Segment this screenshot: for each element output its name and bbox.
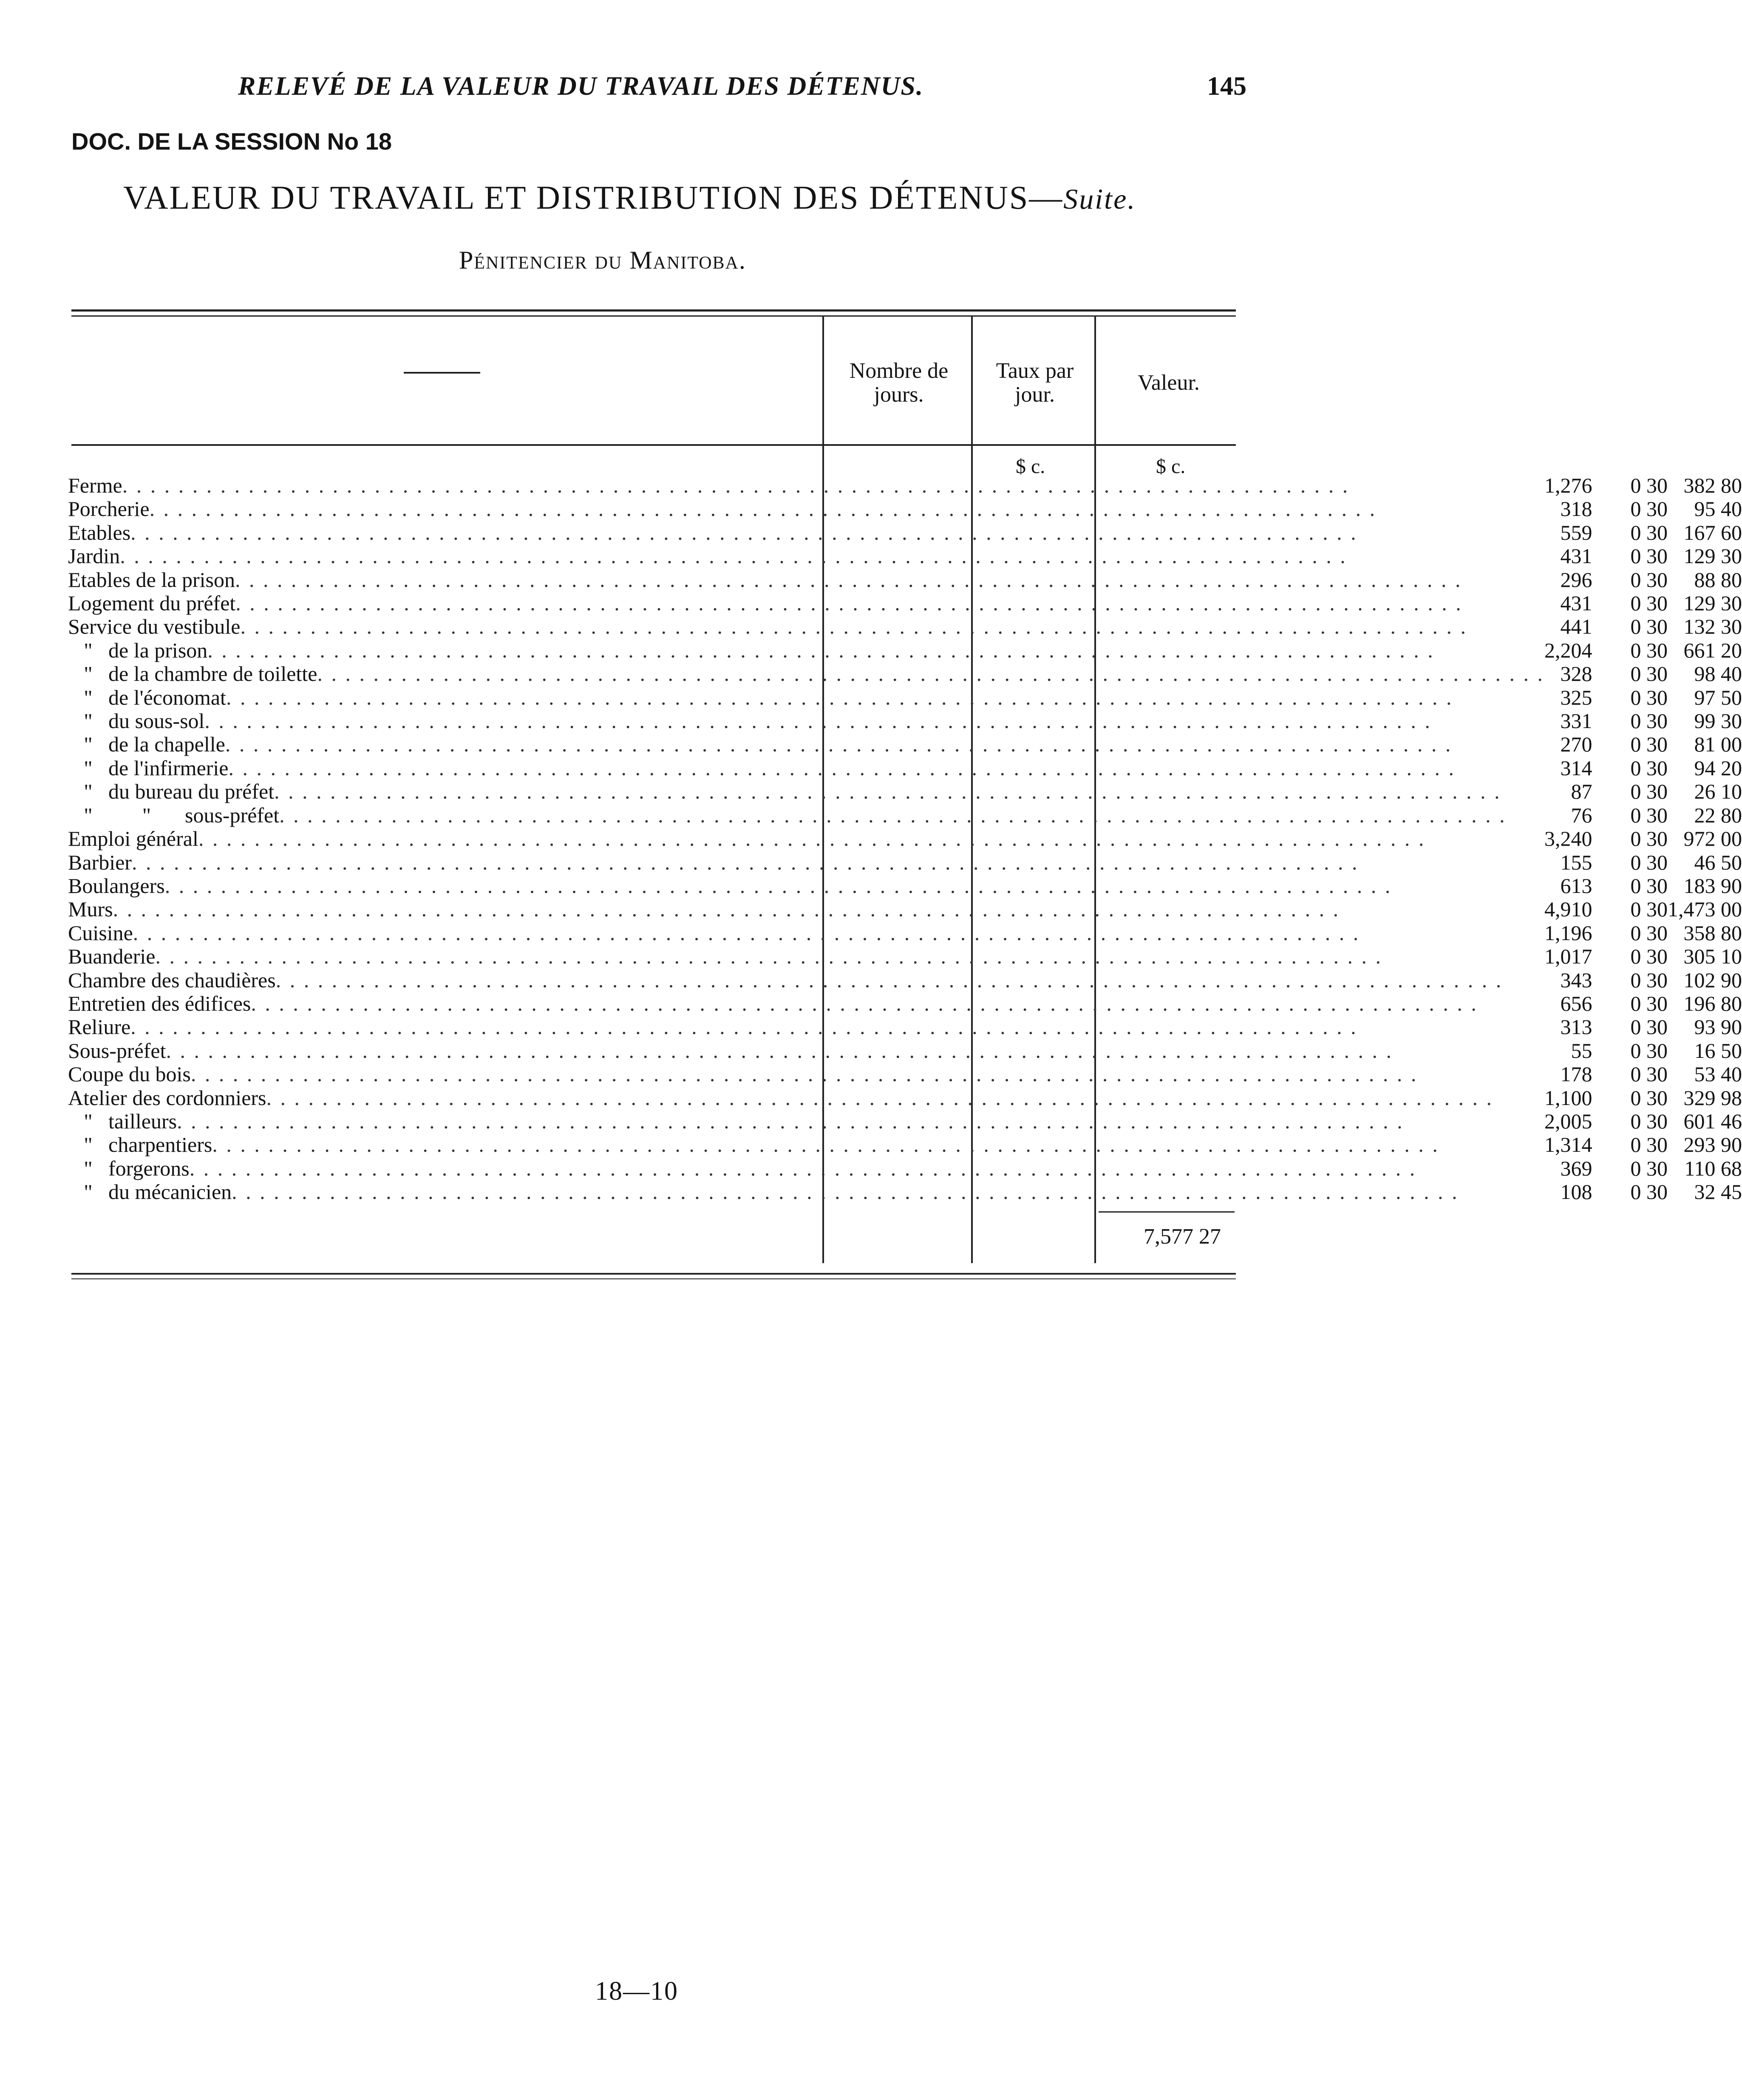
table-row [68,639,1742,662]
row-value: 32 45 [1694,1180,1742,1204]
row-label: Reliure [68,1015,131,1039]
row-value: 329 98 [1683,1085,1742,1110]
row-rate: 0 30 [1630,1085,1668,1110]
leader-dots [276,969,1544,992]
row-label: Etables [68,520,131,544]
leader-dots [235,592,1544,615]
row-rate: 0 30 [1630,779,1668,804]
row-label-cell [68,1039,1544,1063]
row-value: 94 20 [1694,756,1742,780]
row-label-cell [68,662,1544,686]
ditto-mark: " [84,756,93,780]
labour-table-body [68,474,1742,1204]
leader-dots [191,1063,1544,1086]
row-label-cell [68,921,1544,945]
row-days: 325 [1560,685,1592,709]
leader-dots [133,921,1544,945]
table-row [68,1039,1742,1063]
row-label: Jardin [68,544,120,568]
row-days: 2,005 [1544,1109,1592,1133]
ditto-mark-2: " [142,803,151,827]
table-top-rule-thin [71,315,1236,317]
row-label: Coupe du bois [68,1062,191,1086]
column-header-days: Nombre de jours. [849,359,949,407]
row-days: 1,314 [1544,1133,1592,1157]
table-row [68,992,1742,1015]
row-days: 313 [1560,1015,1592,1039]
row-label: de l'économat [108,685,226,709]
table-bottom-rule [71,1273,1236,1275]
page-subtitle: Pénitencier du Manitoba. [459,246,746,274]
row-rate: 0 30 [1630,615,1668,639]
row-days: 87 [1571,779,1592,804]
row-label-cell [68,851,1544,874]
row-value: 46 50 [1694,850,1742,874]
leader-dots [204,709,1544,733]
table-row [68,757,1742,780]
row-days: 431 [1560,591,1592,615]
row-label: du sous-sol [108,709,205,733]
leader-dots [240,615,1544,638]
ditto-mark: " [84,1133,93,1157]
row-label-cell [68,1133,1544,1156]
row-label-cell [68,686,1544,709]
row-days: 441 [1560,615,1592,639]
row-label-cell [68,945,1544,968]
page-title [123,179,1186,217]
row-rate: 0 30 [1630,520,1668,544]
row-label-cell [68,1180,1544,1204]
row-value: 305 10 [1683,944,1742,969]
row-label: tailleurs [108,1109,177,1133]
leader-dots [155,945,1544,968]
row-value: 16 50 [1694,1038,1742,1063]
row-label-cell [68,544,1544,568]
row-days: 331 [1560,709,1592,733]
row-label-cell [68,804,1544,827]
ditto-mark: " [84,732,93,757]
row-rate: 0 30 [1630,944,1668,969]
labour-table [68,474,1742,1204]
leader-dots [166,1039,1544,1063]
row-label-cell [68,898,1544,921]
row-days: 1,196 [1544,921,1592,945]
total-rule [1099,1211,1235,1213]
doc-session-label: DOC. DE LA SESSION No 18 [71,128,392,155]
row-label: Buanderie [68,944,156,969]
row-label: Service du vestibule [68,615,241,639]
row-rate: 0 30 [1630,1156,1668,1180]
row-label-cell [68,497,1544,521]
row-rate: 0 30 [1630,732,1668,757]
table-row [68,474,1742,497]
row-value: 167 60 [1683,520,1742,544]
row-rate: 0 30 [1630,1133,1668,1157]
row-value: 1,473 00 [1667,897,1742,921]
row-label: Entretien des édifices [68,991,251,1015]
row-rate: 0 30 [1630,803,1668,827]
rate-units: $ c. [1016,455,1045,478]
leader-dots [198,827,1544,850]
table-row [68,1157,1742,1180]
row-value: 98 40 [1694,662,1742,686]
row-days: 4,910 [1544,897,1592,921]
row-label: Sous-préfet [68,1038,166,1063]
leader-dots [226,686,1544,709]
leader-dots [150,497,1544,521]
table-row [68,662,1742,686]
table-row [68,780,1742,803]
row-days: 3,240 [1544,827,1592,851]
column-header-value: Valeur. [1138,371,1200,395]
row-value: 661 20 [1683,638,1742,662]
row-label-cell [68,639,1544,662]
row-label: de la chambre de toilette [108,662,317,686]
row-value: 99 30 [1694,709,1742,733]
row-value: 601 46 [1683,1109,1742,1133]
table-row [68,851,1742,874]
ditto-mark: " [84,709,93,733]
leader-dots [232,1180,1544,1204]
row-days: 270 [1560,732,1592,757]
leader-dots [207,639,1544,662]
leader-dots [317,662,1544,686]
table-row [68,827,1742,850]
stub-header-dash [404,372,480,374]
row-label: sous-préfet [185,803,280,827]
row-label-cell [68,615,1544,638]
table-row [68,921,1742,945]
row-label: forgerons [108,1156,190,1180]
table-row [68,1180,1742,1204]
row-days: 76 [1571,803,1592,827]
value-units: $ c. [1156,455,1186,478]
row-label-cell [68,592,1544,615]
row-days: 55 [1571,1038,1592,1063]
row-value: 196 80 [1683,991,1742,1015]
row-value: 358 80 [1683,921,1742,945]
leader-dots [190,1157,1544,1180]
row-value: 183 90 [1683,873,1742,898]
row-value: 88 80 [1694,567,1742,592]
leader-dots [212,1133,1544,1156]
row-label: de la prison [108,638,208,662]
running-head: RELEVÉ DE LA VALEUR DU TRAVAIL DES DÉTENUS. [238,72,924,101]
row-value: 972 00 [1683,827,1742,851]
table-row [68,804,1742,827]
column-header-rate: Taux par jour. [996,359,1074,407]
row-value: 22 80 [1694,803,1742,827]
row-rate: 0 30 [1630,1038,1668,1063]
row-label: charpentiers [108,1133,212,1157]
row-value: 129 30 [1683,544,1742,568]
leader-dots [130,521,1544,544]
table-row [68,709,1742,733]
row-days: 343 [1560,968,1592,992]
row-rate: 0 30 [1630,756,1668,780]
row-label: Emploi général [68,827,198,851]
ditto-mark: " [84,1109,93,1133]
row-days: 613 [1560,873,1592,898]
table-row [68,686,1742,709]
row-days: 296 [1560,567,1592,592]
row-value: 110 68 [1684,1156,1742,1180]
row-label-cell [68,1063,1544,1086]
leader-dots [113,898,1544,921]
row-rate: 0 30 [1630,567,1668,592]
table-row [68,1133,1742,1156]
row-days: 108 [1560,1180,1592,1204]
row-label-cell [68,733,1544,756]
row-value: 293 90 [1683,1133,1742,1157]
row-label: Boulangers [68,873,165,898]
ditto-mark: " [84,662,93,686]
row-days: 369 [1560,1156,1592,1180]
row-label: du bureau du préfet [108,779,275,804]
table-row [68,592,1742,615]
leader-dots [225,733,1544,756]
grand-total: 7,577 27 [1144,1224,1221,1249]
row-rate: 0 30 [1630,1109,1668,1133]
table-row [68,969,1742,992]
row-label: Atelier des cordonniers [68,1085,266,1110]
row-label: Cuisine [68,921,133,945]
row-days: 1,276 [1544,473,1592,497]
row-value: 95 40 [1694,497,1742,521]
row-label-cell [68,521,1544,544]
row-label: de l'infirmerie [108,756,229,780]
leader-dots [279,804,1544,827]
ditto-mark: " [84,638,93,662]
row-label-cell [68,1086,1544,1110]
row-label: Etables de la prison [68,567,235,592]
table-row [68,521,1742,544]
row-label-cell [68,827,1544,850]
ditto-mark: " [84,685,93,709]
row-value: 53 40 [1694,1062,1742,1086]
ditto-mark: " [84,779,93,804]
table-top-rule [71,309,1236,312]
leader-dots [120,544,1544,568]
row-rate: 0 30 [1630,1062,1668,1086]
leader-dots [122,474,1544,497]
row-label-cell [68,1015,1544,1039]
row-days: 559 [1560,520,1592,544]
row-value: 102 90 [1683,968,1742,992]
row-rate: 0 30 [1630,850,1668,874]
row-value: 129 30 [1683,591,1742,615]
row-label: Ferme [68,473,122,497]
leader-dots [165,874,1544,898]
table-row [68,1063,1742,1086]
row-label-cell [68,780,1544,803]
row-label-cell [68,474,1544,497]
table-row [68,1015,1742,1039]
row-rate: 0 30 [1630,662,1668,686]
row-label-cell [68,969,1544,992]
row-rate: 0 30 [1630,1015,1668,1039]
row-label-cell [68,1110,1544,1133]
row-days: 178 [1560,1062,1592,1086]
page-title-suffix: Suite. [1063,183,1136,215]
ditto-mark: " [84,1156,93,1180]
row-rate: 0 30 [1630,873,1668,898]
row-days: 656 [1560,991,1592,1015]
row-rate: 0 30 [1630,473,1668,497]
table-row [68,1086,1742,1110]
header-bottom-rule [71,444,1236,446]
row-days: 318 [1560,497,1592,521]
leader-dots [266,1086,1544,1110]
table-row [68,568,1742,592]
row-label: Logement du préfet [68,591,236,615]
table-bottom-rule-thin [71,1278,1236,1279]
row-rate: 0 30 [1630,991,1668,1015]
row-value: 81 00 [1694,732,1742,757]
row-rate: 0 30 [1630,497,1668,521]
signature-mark: 18—10 [595,1977,678,2006]
row-rate: 0 30 [1630,544,1668,568]
row-rate: 0 30 [1630,1180,1668,1204]
row-value: 97 50 [1694,685,1742,709]
row-label-cell [68,709,1544,733]
row-days: 1,100 [1544,1085,1592,1110]
ditto-mark: " [84,1180,93,1204]
row-label-cell [68,757,1544,780]
page-number: 145 [1207,72,1246,101]
row-label: Murs [68,897,113,921]
row-days: 314 [1560,756,1592,780]
row-value: 26 10 [1694,779,1742,804]
row-label: Chambre des chaudières [68,968,276,992]
leader-dots [132,851,1544,874]
table-row [68,615,1742,638]
leader-dots [235,568,1544,592]
row-rate: 0 30 [1630,897,1668,921]
row-rate: 0 30 [1630,709,1668,733]
table-row [68,544,1742,568]
table-row [68,945,1742,968]
table-row [68,497,1742,521]
row-label-cell [68,992,1544,1015]
row-rate: 0 30 [1630,638,1668,662]
row-days: 155 [1560,850,1592,874]
table-row [68,733,1742,756]
leader-dots [274,780,1544,803]
leader-dots [229,757,1544,780]
leader-dots [251,992,1544,1015]
page-title-text: VALEUR DU TRAVAIL ET DISTRIBUTION DES DÉTENUS— [123,179,1064,216]
ditto-mark: " [84,803,93,827]
leader-dots [130,1015,1544,1039]
row-value: 132 30 [1683,615,1742,639]
table-row [68,898,1742,921]
row-label: du mécanicien [108,1180,232,1204]
row-label: Porcherie [68,497,150,521]
table-row [68,1110,1742,1133]
row-rate: 0 30 [1630,685,1668,709]
leader-dots [177,1110,1544,1133]
row-days: 328 [1560,662,1592,686]
row-days: 2,204 [1544,638,1592,662]
row-rate: 0 30 [1630,827,1668,851]
row-rate: 0 30 [1630,921,1668,945]
row-label-cell [68,1157,1544,1180]
row-label-cell [68,874,1544,898]
row-days: 1,017 [1544,944,1592,969]
row-value: 93 90 [1694,1015,1742,1039]
table-row [68,874,1742,898]
row-rate: 0 30 [1630,591,1668,615]
row-value: 382 80 [1683,473,1742,497]
row-rate: 0 30 [1630,968,1668,992]
row-label: de la chapelle [108,732,225,757]
row-days: 431 [1560,544,1592,568]
row-label: Barbier [68,850,132,874]
row-label-cell [68,568,1544,592]
